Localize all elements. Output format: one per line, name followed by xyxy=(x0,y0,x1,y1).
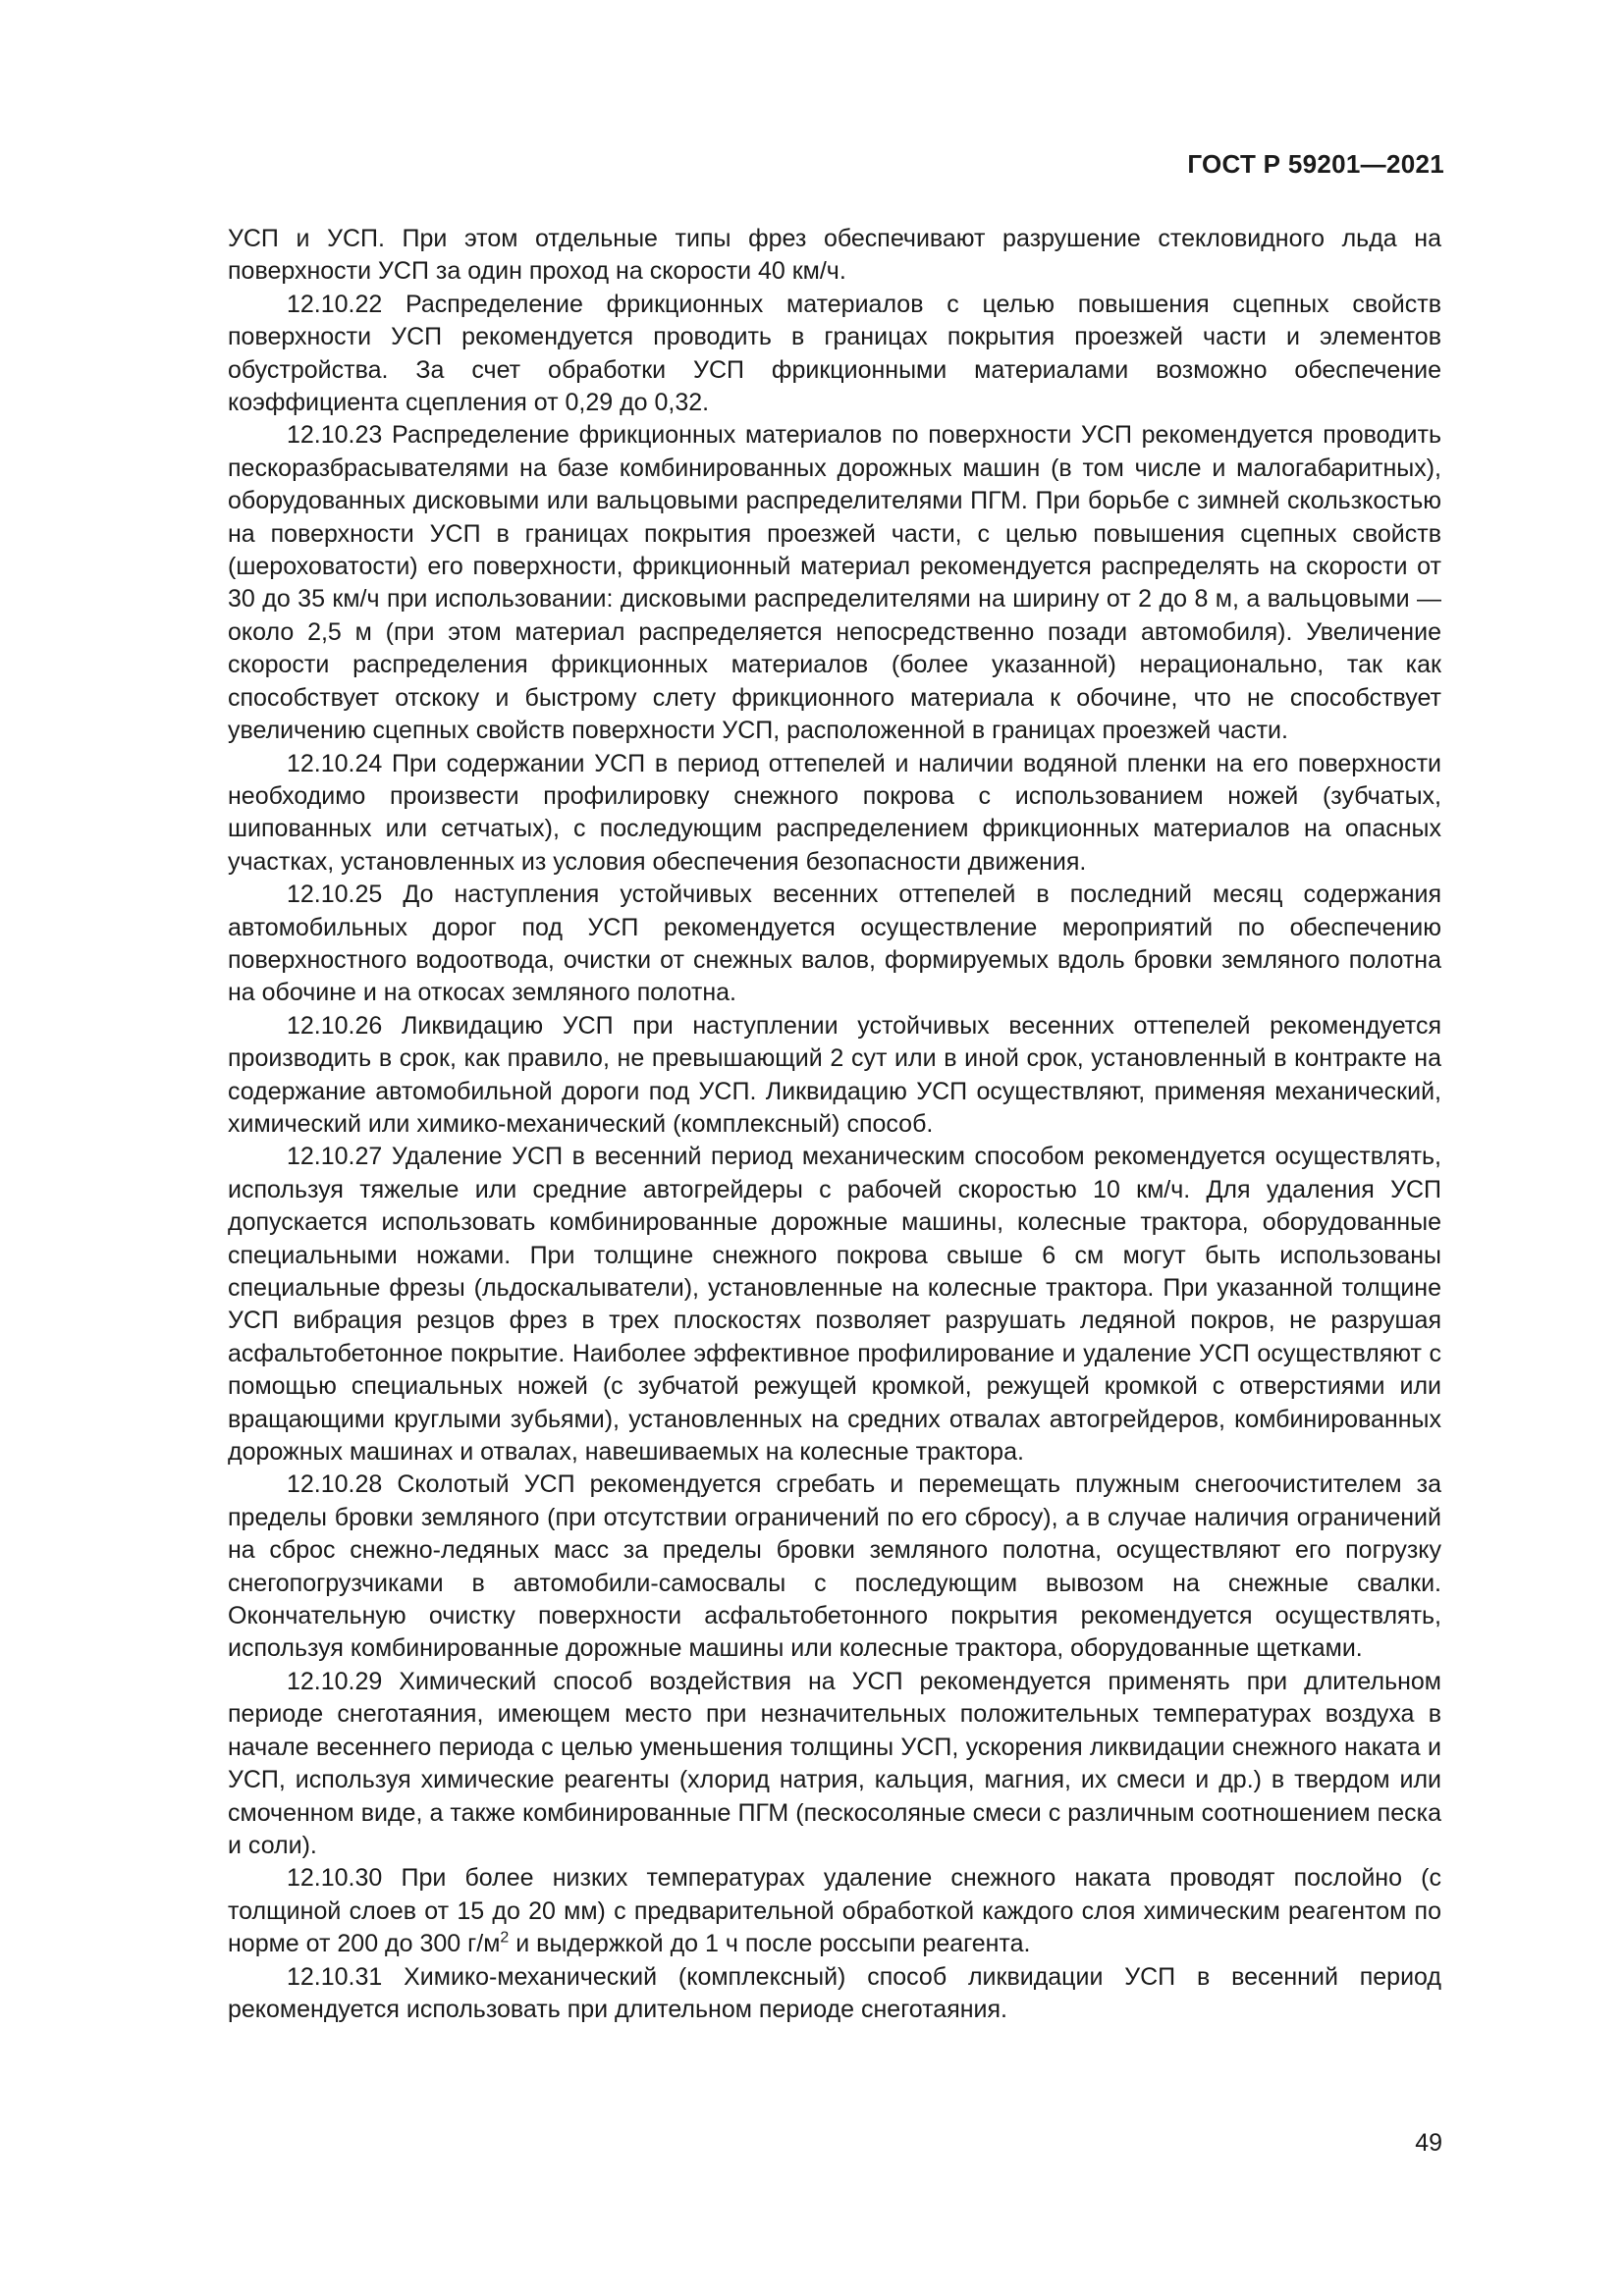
paragraph-12-10-23: 12.10.23 Распределение фрикционных материалов по поверхности УСП рекомендуется проводить пескоразбрасывателями на базе комбинированных дорожных машин (в том числе и малогабаритных), оборудованных дисковыми или вальцовыми распределителями ПГМ. При борьбе с зимней скользкостью на поверхности УСП в границах покрытия проезжей части, с целью повышения сцепных свойств (шероховатости) его поверхности, фрикционный материал рекомендуется распределять на скорости от 30 до 35 км/ч при использовании: дисковыми распределителями на ширину от 2 до 8 м, а вальцовыми — около 2,5 м (при этом материал распределяется непосредственно позади автомобиля). Увеличение скорости распределения фрикционных материалов (более указанной) нерационально, так как способствует отскоку и быстрому слету фрикционного материала к обочине, что не способствует увеличению сцепных свойств поверхности УСП, расположенной в границах проезжей части. xyxy=(228,421,1441,745)
paragraph-12-10-24: 12.10.24 При содержании УСП в период оттепелей и наличии водяной пленки на его поверхности необходимо произвести профилировку снежного покрова с использованием ножей (зубчатых, шипованных или сетчатых), с последующим распределением фрикционных материалов на опасных участках, установленных из условия обеспечения безопасности движения. xyxy=(228,749,1441,876)
paragraph-12-10-30-text-before: 12.10.30 При более низких температурах удаление снежного наката проводят послойно (с толщиной слоев от 15 до 20 мм) с предварительной обработкой каждого слоя химическим реагентом по норме от 200 до 300 г/м xyxy=(228,1864,1441,1958)
page-number: 49 xyxy=(1415,2129,1442,2157)
paragraph-12-10-29: 12.10.29 Химический способ воздействия на УСП рекомендуется применять при длительном периоде снеготаяния, имеющем место при незначительных положительных температурах воздуха в начале весеннего периода с целью уменьшения толщины УСП, ускорения ликвидации снежного наката и УСП, используя химические реагенты (хлорид натрия, кальция, магния, их смеси и др.) в твердом или смоченном виде, а также комбинированные ПГМ (пескосоляные смеси с различным соотношением песка и соли). xyxy=(228,1667,1441,1859)
paragraph-12-10-30-text-after: и выдержкой до 1 ч после россыпи реагента. xyxy=(509,1930,1031,1958)
paragraph-12-10-27: 12.10.27 Удаление УСП в весенний период механическим способом рекомендуется осуществлять, используя тяжелые или средние автогрейдеры с рабочей скоростью 10 км/ч. Для удаления УСП допускается использовать комбинированные дорожные машины, колесные трактора, оборудованные специальными ножами. При толщине снежного покрова свыше 6 см могут быть использованы специальные фрезы (льдоскалыватели), установленные на колесные трактора. При указанной толщине УСП вибрация резцов фрез в трех плоскостях позволяет разрушать ледяной покров, не разрушая асфальтобетонное покрытие. Наиболее эффективное профилирование и удаление УСП осуществляют с помощью специальных ножей (с зубчатой режущей кромкой, режущей кромкой с отверстиями или вращающими круглыми зубьями), установленных на средних отвалах автогрейдеров, комбинированных дорожных машинах и отвалах, навешиваемых на колесные трактора. xyxy=(228,1143,1441,1467)
paragraph-continuation: УСП и УСП. При этом отдельные типы фрез обеспечивают разрушение стекловидного льда на поверхности УСП за один проход на скорости 40 км/ч. xyxy=(228,225,1441,286)
paragraph-12-10-26: 12.10.26 Ликвидацию УСП при наступлении устойчивых весенних оттепелей рекомендуется производить в срок, как правило, не превышающий 2 сут или в иной срок, установленный в контракте на содержание автомобильной дороги под УСП. Ликвидацию УСП осуществляют, применяя механический, химический или химико-механический (комплексный) способ. xyxy=(228,1011,1441,1138)
paragraph-12-10-25: 12.10.25 До наступления устойчивых весенних оттепелей в последний месяц содержания автомобильных дорог под УСП рекомендуется осуществление мероприятий по обеспечению поверхностного водоотвода, очистки от снежных валов, формируемых вдоль бровки земляного полотна на обочине и на откосах земляного полотна. xyxy=(228,881,1441,1007)
paragraph-12-10-28: 12.10.28 Сколотый УСП рекомендуется сгребать и перемещать плужным снегоочистителем за пределы бровки земляного (при отсутствии ограничений по его сбросу), а в случае наличия ограничений на сброс снежно-ледяных масс за пределы бровки земляного полотна, осуществляют его погрузку снегопогрузчиками в автомобили-самосвалы с последующим вывозом на снежные свалки. Окончательную очистку поверхности асфальтобетонного покрытия рекомендуется осуществлять, используя комбинированные дорожные машины или колесные трактора, оборудованные щетками. xyxy=(228,1470,1441,1663)
paragraph-12-10-31: 12.10.31 Химико-механический (комплексный) способ ликвидации УСП в весенний период рекомендуется использовать при длительном периоде снеготаяния. xyxy=(228,1962,1441,2023)
document-code-header: ГОСТ Р 59201—2021 xyxy=(1187,149,1444,179)
document-body xyxy=(228,223,1441,2026)
paragraph-12-10-22: 12.10.22 Распределение фрикционных материалов с целью повышения сцепных свойств поверхности УСП рекомендуется проводить в границах покрытия проезжей части и элементов обустройства. За счет обработки УСП фрикционными материалами возможно обеспечение коэффициента сцепления от 0,29 до 0,32. xyxy=(228,290,1441,417)
superscript-exponent: 2 xyxy=(500,1929,510,1947)
paragraph-12-10-30 xyxy=(228,1862,1441,1960)
